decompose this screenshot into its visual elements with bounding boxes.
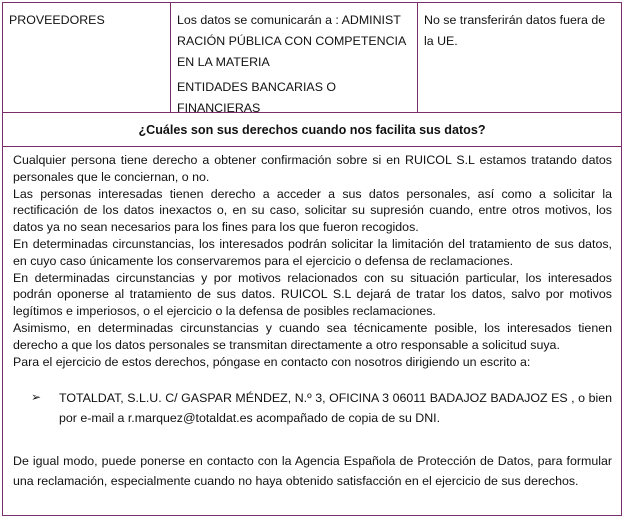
arrow-bullet-icon: ➢ <box>31 390 42 405</box>
recipients-text-public: Los datos se comunicarán a : ADMINIST RACIÓN PÚBLICA CON COMPETENCIA EN LA MATERIA <box>177 13 406 69</box>
rights-body <box>3 148 621 515</box>
rights-paragraph-aepd: De igual modo, puede ponerse en contacto con la Agencia Española de Protección de Datos, para formular una reclamación, especialmente cuando no haya obtenido satisfacción en el ejercicio de sus derechos. <box>13 454 612 489</box>
recipient-category-cell <box>3 3 171 112</box>
recipients-cell <box>171 3 418 115</box>
rights-paragraph-objection: En determinadas circunstancias y por motivos relacionados con su situación particular, los interesados podrán oponerse al tratamiento de sus datos. RUICOL S.L dejará de tratar los datos, salvo por motivos legítimos e imperiosos, o el ejercicio o la defensa de posibles reclamaciones. <box>13 270 612 319</box>
rights-heading-row <box>3 113 621 147</box>
transfer-cell <box>418 3 621 112</box>
transfer-text: No se transferirán datos fuera de la UE. <box>424 13 606 48</box>
rights-heading: ¿Cuáles son sus derechos cuando nos facilita sus datos? <box>138 122 486 137</box>
contact-address: TOTALDAT, S.L.U. C/ GASPAR MÉNDEZ, N.º 3, OFICINA 3 06011 BADAJOZ BADAJOZ ES , o bien por e-mail a r.marquez@totaldat.es acompañado de copia de su DNI. <box>59 391 612 425</box>
rights-paragraph-access: Las personas interesadas tienen derecho a acceder a sus datos personales, así como a solicitar la rectificación de los datos inexactos o, en su caso, solicitar su supresión cuando, entre otros motivos, los datos ya no sean necesarios para los fines para los que fueron recogidos. <box>13 186 612 235</box>
data-protection-table <box>2 2 622 516</box>
rights-paragraph-exercise: Para el ejercicio de estos derechos, póngase en contacto con nosotros dirigiendo un escrito a: <box>13 354 531 369</box>
recipients-text-banks: ENTIDADES BANCARIAS O FINANCIERAS <box>177 80 337 115</box>
recipient-category: PROVEEDORES <box>9 13 105 27</box>
rights-paragraph-portability: Asimismo, en determinadas circunstancias y cuando sea técnicamente posible, los interesados tienen derecho a que los datos personales se transmitan directamente a otro responsable a solicitud suya. <box>13 320 612 352</box>
contact-bullet <box>31 389 612 428</box>
rights-paragraph-confirmation: Cualquier persona tiene derecho a obtener confirmación sobre si en RUICOL S.L estamos tratando datos personales que le conciernan, o no. <box>13 153 612 184</box>
rights-paragraph-limitation: En determinadas circunstancias, los interesados podrán solicitar la limitación del tratamiento de sus datos, en cuyo caso únicamente los conservaremos para el ejercicio o defensa de reclamaciones. <box>13 236 612 268</box>
recipients-row <box>3 3 621 113</box>
